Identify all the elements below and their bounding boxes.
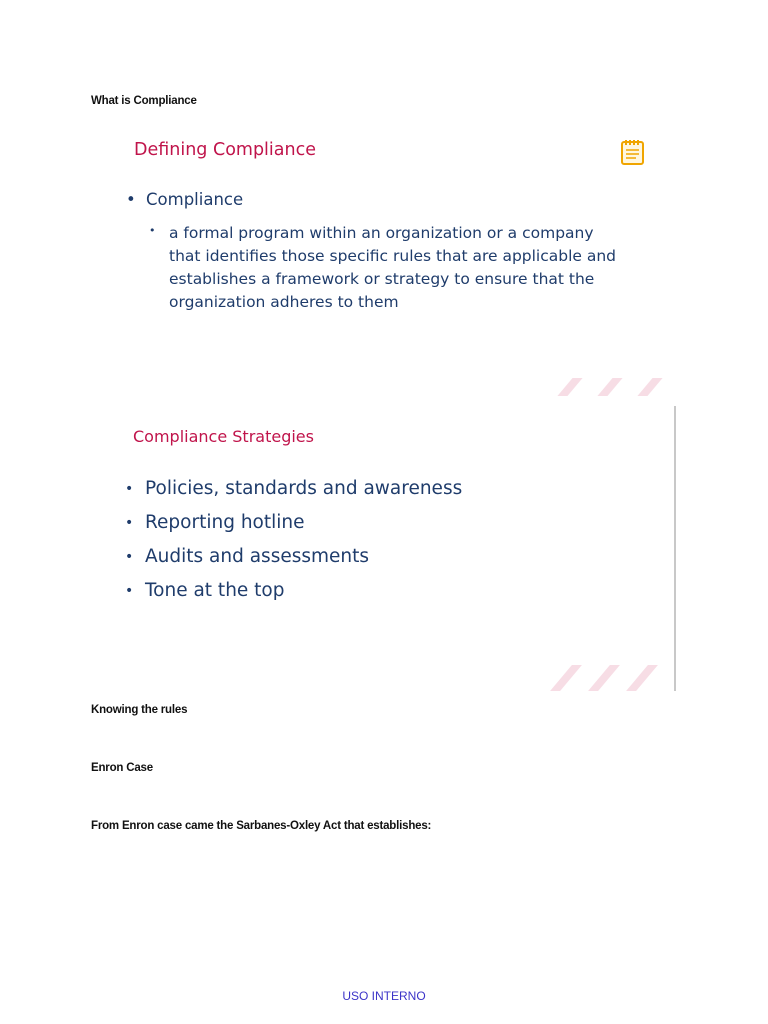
- decorative-stripe: [597, 378, 622, 396]
- slide1-bullet: [126, 190, 244, 209]
- slide-defining-compliance: [120, 128, 660, 328]
- slide-divider: [674, 406, 676, 691]
- bullet-dot: •: [125, 549, 134, 565]
- decorative-stripe: [637, 378, 662, 396]
- bullet-dot: •: [125, 583, 134, 599]
- strategies-list: [125, 478, 462, 614]
- slide1-sub-line: a formal program within an organization or a company: [169, 224, 594, 242]
- notepad-icon: [620, 138, 646, 166]
- bullet-dot: •: [125, 481, 134, 497]
- footer-label: USO INTERNO: [342, 989, 426, 1003]
- decorative-stripe: [626, 665, 658, 691]
- list-item-text: Audits and assessments: [145, 546, 370, 567]
- list-item: [125, 512, 462, 546]
- list-item-text: Tone at the top: [145, 580, 285, 601]
- list-item: [125, 478, 462, 512]
- decorative-stripe: [550, 665, 582, 691]
- slide2-title: Compliance Strategies: [133, 427, 314, 446]
- heading-what-is-compliance: What is Compliance: [91, 95, 197, 107]
- slide1-sub-line: establishes a framework or strategy to ensure that the: [169, 270, 595, 288]
- heading-knowing-rules: Knowing the rules: [91, 704, 188, 716]
- list-item-text: Reporting hotline: [145, 512, 305, 533]
- list-item: [125, 580, 462, 614]
- slide1-sub-line: that identifies those specific rules that are applicable and: [169, 247, 617, 265]
- decorative-stripe: [588, 665, 620, 691]
- slide1-sub-line: organization adheres to them: [169, 293, 399, 311]
- bullet-dot: •: [125, 515, 134, 531]
- sub-bullet-dot: •: [149, 224, 156, 237]
- slide1-bullet-text: Compliance: [146, 190, 244, 209]
- list-item: [125, 546, 462, 580]
- bullet-dot: •: [126, 190, 136, 209]
- decorative-stripe: [557, 378, 582, 396]
- slide1-title: Defining Compliance: [134, 140, 316, 160]
- heading-sox: From Enron case came the Sarbanes-Oxley Act that establishes:: [91, 820, 432, 832]
- heading-enron-case: Enron Case: [91, 762, 153, 774]
- list-item-text: Policies, standards and awareness: [145, 478, 463, 499]
- slide-compliance-strategies: [115, 378, 677, 692]
